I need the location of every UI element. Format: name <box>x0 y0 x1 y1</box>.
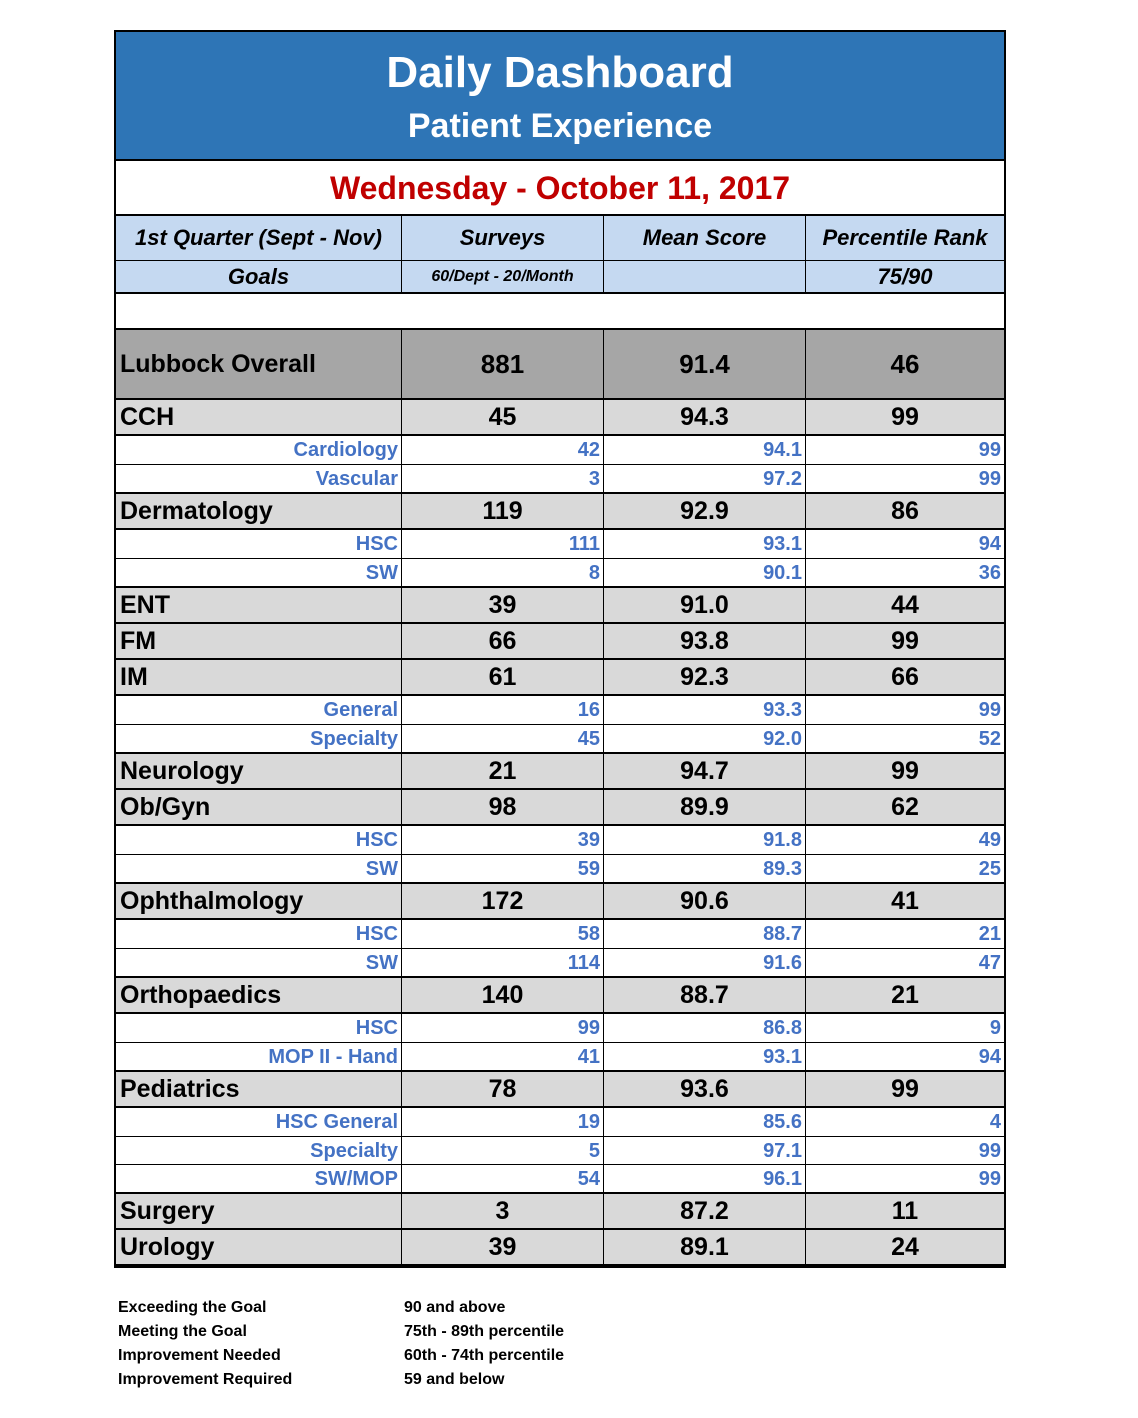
legend <box>118 1296 564 1392</box>
department-name: FM <box>116 624 402 658</box>
department-table-body <box>116 400 1004 1266</box>
subunit-percentile-rank-column <box>806 696 1004 752</box>
column-header-row <box>116 216 1004 261</box>
department-percentile-rank: 21 <box>891 981 919 1009</box>
subunit-name-column <box>116 696 402 752</box>
subunit-percentile-rank: 21 <box>978 923 1001 945</box>
department-surveys: 140 <box>402 978 604 1012</box>
department-row <box>116 1230 1004 1266</box>
department-surveys: 172 <box>402 884 604 918</box>
subunit-name: SW <box>116 948 401 976</box>
overall-name: Lubbock Overall <box>116 330 402 398</box>
legend-item <box>118 1344 564 1368</box>
department-surveys: 61 <box>402 660 604 694</box>
subunit-block <box>116 696 1004 754</box>
subunit-block <box>116 1108 1004 1194</box>
department-percentile-rank: 66 <box>891 663 919 691</box>
subunit-name: HSC <box>355 1017 398 1039</box>
department-mean-score: 91.0 <box>604 588 806 622</box>
subunit-percentile-rank-column <box>806 1014 1004 1070</box>
subunit-block <box>116 826 1004 884</box>
goals-row <box>116 261 1004 294</box>
department-percentile-rank: 86 <box>891 497 919 525</box>
subunit-mean-score-column <box>604 826 806 882</box>
subunit-name: HSC <box>355 829 398 851</box>
department-row <box>116 588 1004 624</box>
department-percentile-rank: 99 <box>891 403 919 431</box>
department-mean-score: 93.6 <box>604 1072 806 1106</box>
overall-row <box>116 330 1004 400</box>
subunit-mean-score: 94.1 <box>763 439 802 461</box>
subunit-name: SW <box>116 854 401 882</box>
column-header-percentile-rank: Percentile Rank <box>822 225 988 250</box>
subunit-name: SW/MOP <box>116 1164 401 1192</box>
subunit-surveys: 5 <box>402 1136 603 1164</box>
subunit-name-column <box>116 920 402 976</box>
subunit-block <box>116 436 1004 494</box>
department-percentile-rank: 99 <box>891 1075 919 1103</box>
subunit-name: Specialty <box>116 1136 401 1164</box>
department-mean-score: 90.6 <box>604 884 806 918</box>
department-mean-score: 94.3 <box>604 400 806 434</box>
department-name: Urology <box>116 1230 402 1264</box>
subunit-mean-score: 85.6 <box>763 1111 802 1133</box>
subunit-block <box>116 530 1004 588</box>
department-name: Orthopaedics <box>116 978 402 1012</box>
goals-label: Goals <box>116 261 402 292</box>
department-percentile-rank: 41 <box>891 887 919 915</box>
legend-item <box>118 1296 564 1320</box>
subunit-percentile-rank: 99 <box>978 439 1001 461</box>
column-header-quarter: 1st Quarter (Sept - Nov) <box>116 216 402 260</box>
department-surveys: 39 <box>402 1230 604 1264</box>
overall-mean-score: 91.4 <box>604 330 806 398</box>
subunit-surveys-column <box>402 1108 604 1192</box>
subunit-name: HSC General <box>275 1111 398 1133</box>
subunit-percentile-rank: 25 <box>806 854 1004 882</box>
subunit-mean-score-column <box>604 1108 806 1192</box>
subunit-mean-score-column <box>604 920 806 976</box>
department-surveys: 119 <box>402 494 604 528</box>
goals-surveys: 60/Dept - 20/Month <box>402 261 604 292</box>
department-mean-score: 92.9 <box>604 494 806 528</box>
subunit-surveys: 3 <box>402 464 603 492</box>
legend-label: Improvement Required <box>118 1371 293 1388</box>
department-row <box>116 790 1004 826</box>
overall-surveys: 881 <box>402 330 604 398</box>
legend-label: Improvement Needed <box>118 1347 281 1364</box>
date-heading: Wednesday - October 11, 2017 <box>116 161 1004 216</box>
subunit-name: MOP II - Hand <box>116 1042 401 1070</box>
department-mean-score: 89.9 <box>604 790 806 824</box>
goals-percentile-rank: 75/90 <box>877 264 933 289</box>
subunit-surveys: 54 <box>402 1164 603 1192</box>
subunit-name: Cardiology <box>293 439 398 461</box>
department-row <box>116 400 1004 436</box>
subunit-mean-score: 93.1 <box>763 533 802 555</box>
subunit-percentile-rank-column <box>806 530 1004 586</box>
department-mean-score: 92.3 <box>604 660 806 694</box>
department-name: Surgery <box>116 1194 402 1228</box>
subunit-surveys-column <box>402 920 604 976</box>
spacer-row <box>116 294 1004 330</box>
subunit-percentile-rank-column <box>806 826 1004 882</box>
subunit-surveys: 16 <box>577 699 600 721</box>
subunit-block <box>116 1014 1004 1072</box>
department-name: Dermatology <box>116 494 402 528</box>
subunit-percentile-rank: 52 <box>806 724 1004 752</box>
department-percentile-rank: 11 <box>891 1197 919 1225</box>
department-percentile-rank: 62 <box>891 793 919 821</box>
subunit-percentile-rank: 99 <box>806 1136 1004 1164</box>
department-name: Ob/Gyn <box>116 790 402 824</box>
subunit-percentile-rank: 9 <box>989 1017 1001 1039</box>
subunit-mean-score: 92.0 <box>604 724 805 752</box>
legend-item <box>118 1320 564 1344</box>
dashboard-sheet <box>114 30 1006 1268</box>
department-row <box>116 494 1004 530</box>
subunit-block <box>116 920 1004 978</box>
subunit-mean-score: 97.1 <box>604 1136 805 1164</box>
department-row <box>116 884 1004 920</box>
department-name: Pediatrics <box>116 1072 402 1106</box>
subunit-mean-score: 93.3 <box>763 699 802 721</box>
subunit-percentile-rank-column <box>806 436 1004 492</box>
subunit-surveys-column <box>402 826 604 882</box>
department-mean-score: 87.2 <box>604 1194 806 1228</box>
department-mean-score: 94.7 <box>604 754 806 788</box>
legend-label: Meeting the Goal <box>118 1323 247 1340</box>
department-name: CCH <box>116 400 402 434</box>
subunit-surveys: 59 <box>402 854 603 882</box>
legend-item <box>118 1368 564 1392</box>
department-row <box>116 754 1004 790</box>
department-row <box>116 1072 1004 1108</box>
goals-mean-score <box>604 261 806 292</box>
department-name: ENT <box>116 588 402 622</box>
department-name: Neurology <box>116 754 402 788</box>
subunit-surveys-column <box>402 1014 604 1070</box>
subunit-surveys-column <box>402 436 604 492</box>
subunit-mean-score: 93.1 <box>604 1042 805 1070</box>
subunit-percentile-rank: 49 <box>978 829 1001 851</box>
subunit-name-column <box>116 436 402 492</box>
subunit-surveys: 114 <box>402 948 603 976</box>
subunit-surveys: 45 <box>402 724 603 752</box>
subunit-name-column <box>116 530 402 586</box>
subunit-percentile-rank: 36 <box>806 558 1004 586</box>
department-percentile-rank: 24 <box>891 1233 919 1261</box>
department-surveys: 45 <box>402 400 604 434</box>
department-percentile-rank: 99 <box>891 627 919 655</box>
department-row <box>116 624 1004 660</box>
subunit-mean-score-column <box>604 530 806 586</box>
department-surveys: 98 <box>402 790 604 824</box>
subunit-surveys: 99 <box>577 1017 600 1039</box>
subunit-name: HSC <box>355 533 398 555</box>
subunit-surveys: 8 <box>402 558 603 586</box>
subunit-percentile-rank: 99 <box>978 699 1001 721</box>
subunit-name: Specialty <box>116 724 401 752</box>
subunit-name: HSC <box>355 923 398 945</box>
department-surveys: 78 <box>402 1072 604 1106</box>
department-row <box>116 660 1004 696</box>
column-header-mean-score: Mean Score <box>604 216 806 260</box>
subunit-mean-score: 97.2 <box>604 464 805 492</box>
department-name: IM <box>116 660 402 694</box>
page-subtitle: Patient Experience <box>407 107 713 145</box>
subunit-mean-score: 91.8 <box>763 829 802 851</box>
subunit-name: SW <box>116 558 401 586</box>
department-mean-score: 93.8 <box>604 624 806 658</box>
department-row <box>116 978 1004 1014</box>
legend-value: 90 and above <box>404 1299 506 1316</box>
department-surveys: 39 <box>402 588 604 622</box>
subunit-percentile-rank: 99 <box>806 464 1004 492</box>
subunit-percentile-rank: 47 <box>806 948 1004 976</box>
subunit-surveys-column <box>402 696 604 752</box>
subunit-surveys: 19 <box>577 1111 600 1133</box>
department-surveys: 3 <box>402 1194 604 1228</box>
department-name: Ophthalmology <box>116 884 402 918</box>
subunit-surveys: 58 <box>577 923 600 945</box>
subunit-percentile-rank: 4 <box>989 1111 1001 1133</box>
department-percentile-rank: 99 <box>891 757 919 785</box>
title-banner <box>116 32 1004 161</box>
subunit-name-column <box>116 1014 402 1070</box>
legend-value: 75th - 89th percentile <box>404 1323 565 1340</box>
legend-label: Exceeding the Goal <box>118 1299 267 1316</box>
department-surveys: 21 <box>402 754 604 788</box>
subunit-name: General <box>323 699 398 721</box>
subunit-mean-score: 86.8 <box>763 1017 802 1039</box>
subunit-surveys: 111 <box>568 533 600 555</box>
subunit-mean-score: 90.1 <box>604 558 805 586</box>
page-title: Daily Dashboard <box>386 48 734 97</box>
department-surveys: 66 <box>402 624 604 658</box>
legend-value: 59 and below <box>404 1371 505 1388</box>
subunit-percentile-rank: 99 <box>806 1164 1004 1192</box>
subunit-name: Vascular <box>116 464 401 492</box>
subunit-mean-score-column <box>604 436 806 492</box>
subunit-percentile-rank: 94 <box>978 533 1001 555</box>
department-row <box>116 1194 1004 1230</box>
subunit-mean-score: 91.6 <box>604 948 805 976</box>
column-header-surveys: Surveys <box>402 216 604 260</box>
department-mean-score: 88.7 <box>604 978 806 1012</box>
subunit-mean-score: 89.3 <box>604 854 805 882</box>
subunit-mean-score-column <box>604 696 806 752</box>
subunit-name-column <box>116 826 402 882</box>
subunit-mean-score: 96.1 <box>604 1164 805 1192</box>
subunit-percentile-rank-column <box>806 1108 1004 1192</box>
subunit-mean-score-column <box>604 1014 806 1070</box>
department-percentile-rank: 44 <box>891 591 919 619</box>
overall-percentile-rank: 46 <box>890 349 920 379</box>
subunit-percentile-rank: 94 <box>806 1042 1004 1070</box>
subunit-percentile-rank-column <box>806 920 1004 976</box>
subunit-surveys-column <box>402 530 604 586</box>
subunit-surveys: 42 <box>577 439 600 461</box>
legend-value: 60th - 74th percentile <box>404 1347 565 1364</box>
subunit-surveys: 39 <box>577 829 600 851</box>
subunit-mean-score: 88.7 <box>763 923 802 945</box>
subunit-surveys: 41 <box>402 1042 603 1070</box>
subunit-name-column <box>116 1108 402 1192</box>
department-mean-score: 89.1 <box>604 1230 806 1264</box>
